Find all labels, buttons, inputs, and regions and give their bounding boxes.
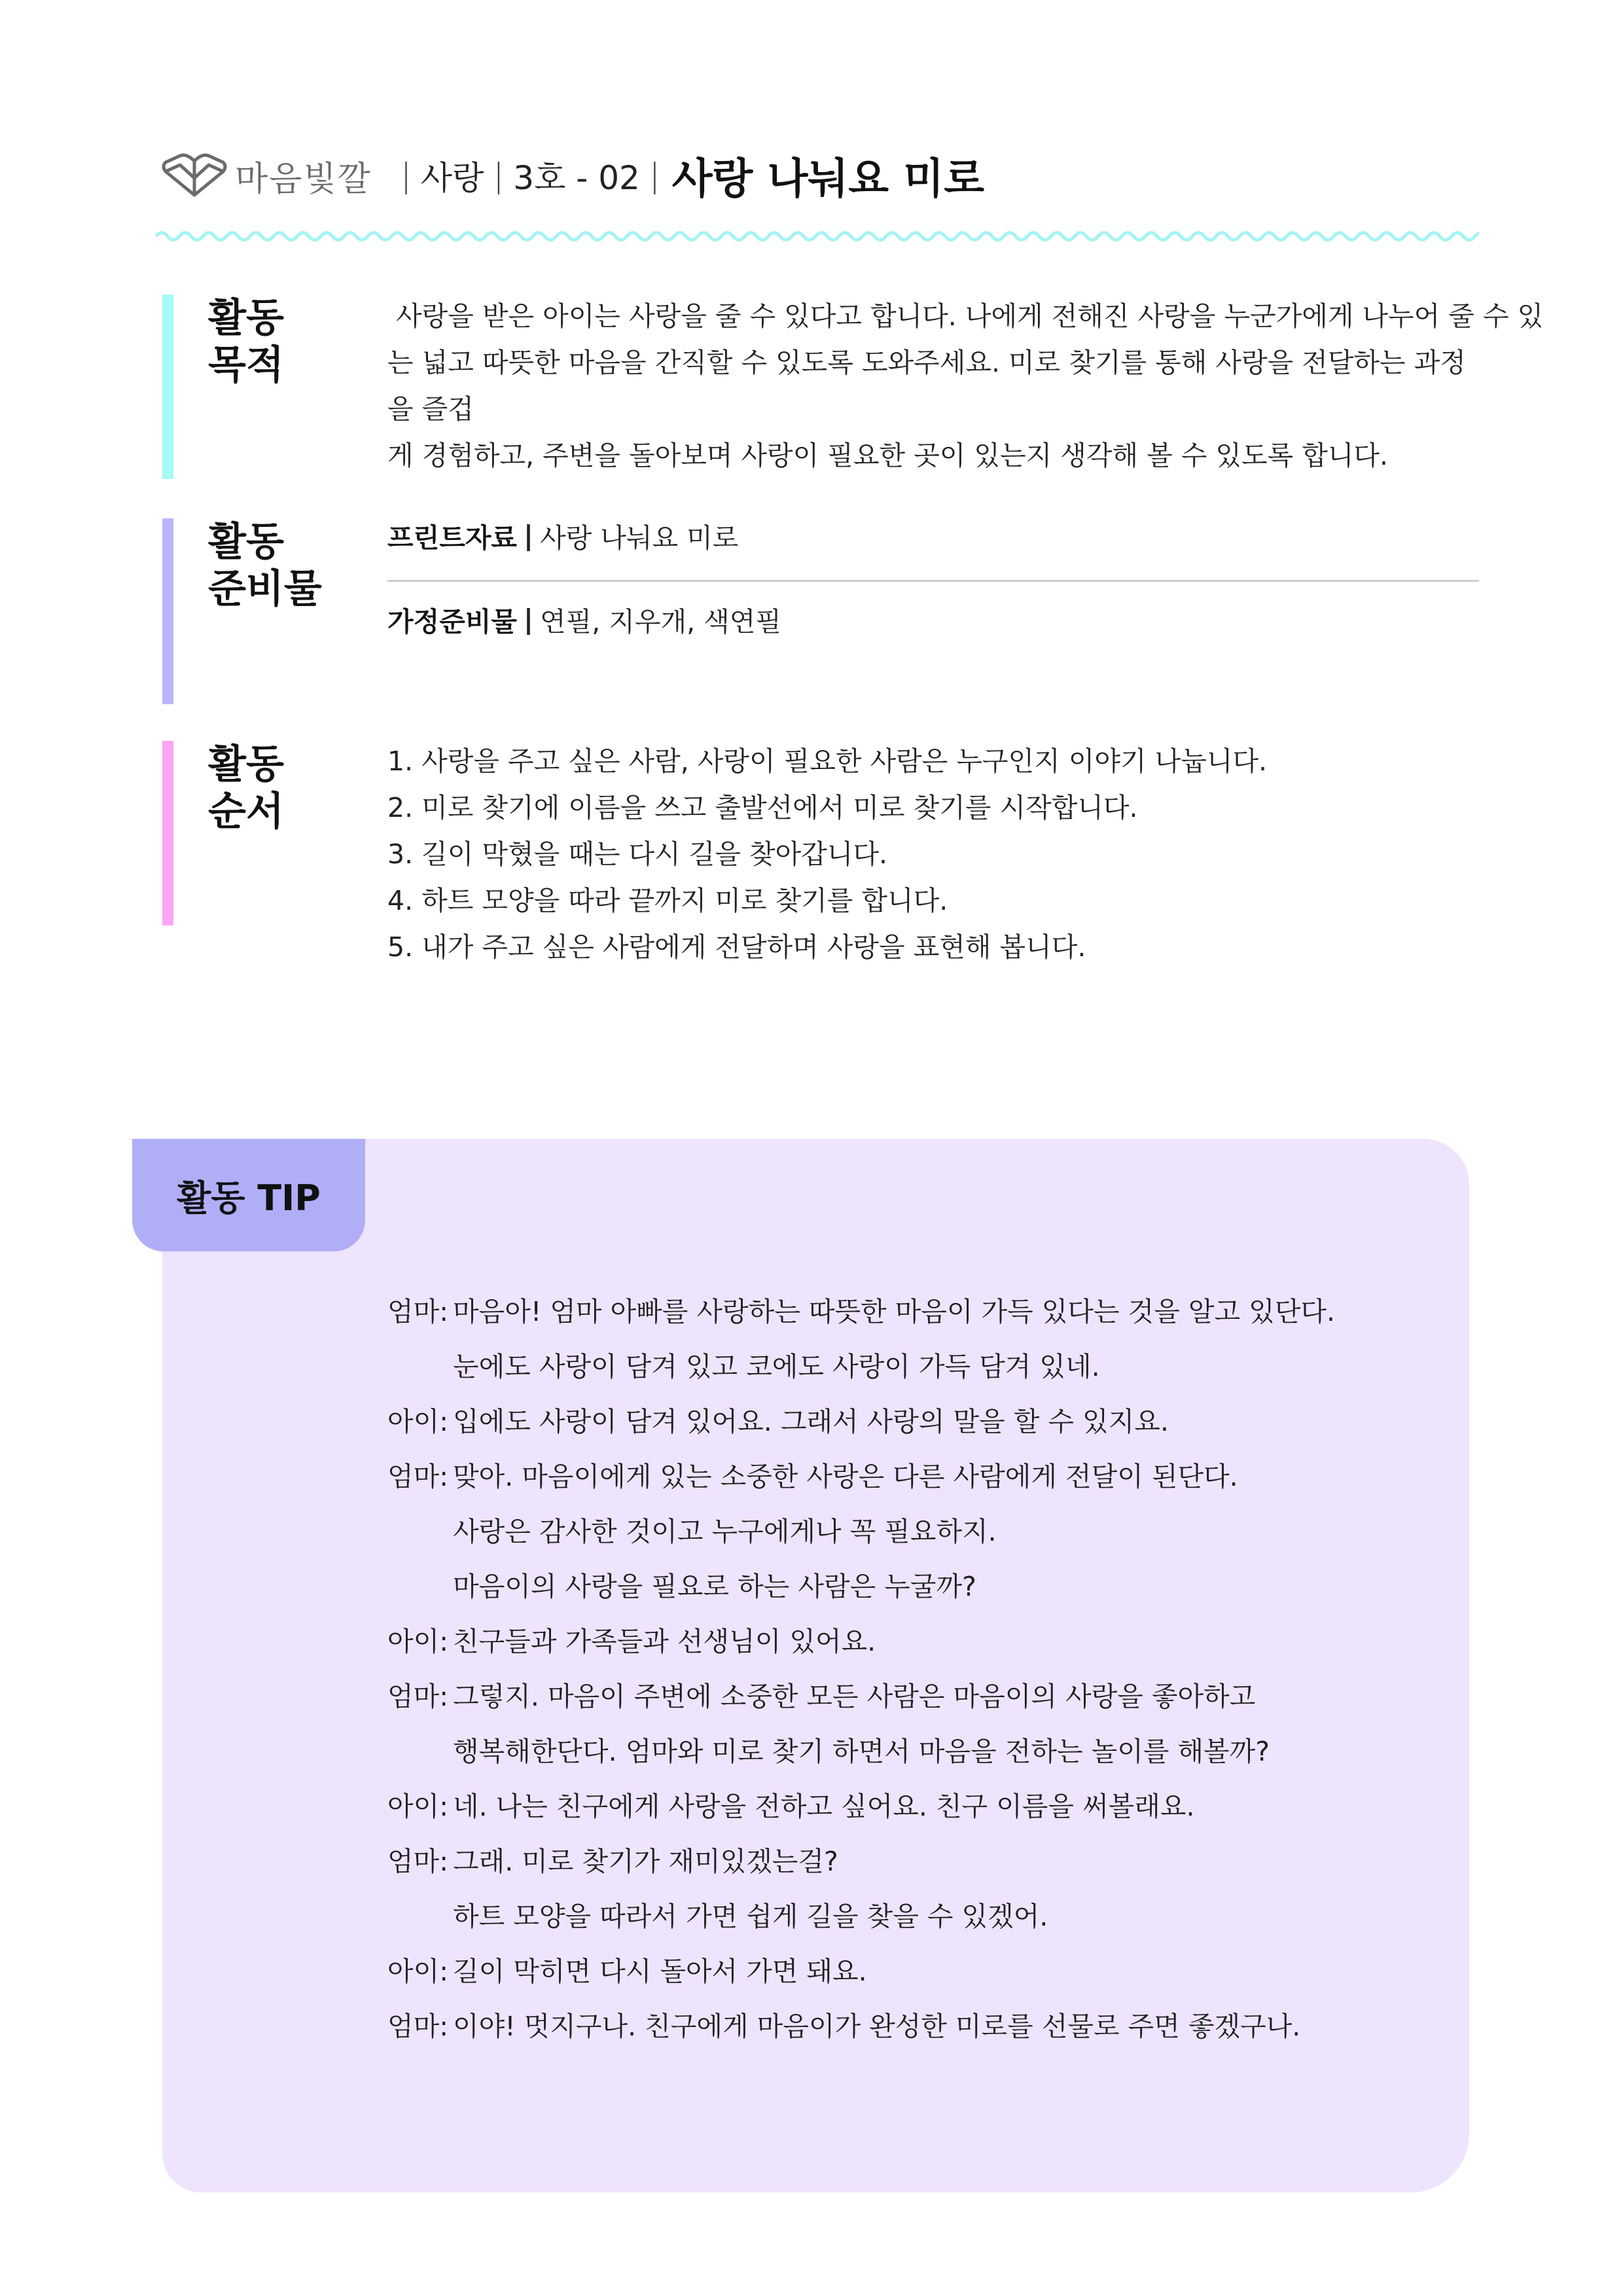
dialogue-text: 길이 막히면 다시 돌아서 가면 돼요. [453, 1956, 867, 1987]
order-heading [208, 741, 284, 835]
dialogue-line [387, 1614, 1335, 1669]
purpose-accent-bar [162, 295, 173, 479]
dialogue-line [387, 1284, 1335, 1339]
purpose-text [387, 293, 1544, 479]
dialogue-line [387, 1944, 1335, 1999]
dialogue-text: 이야! 멋지구나. 친구에게 마음이가 완성한 미로를 선물로 주면 좋겠구나. [453, 2011, 1301, 2042]
breadcrumb-topic: 사랑 [420, 159, 484, 197]
dialogue-speaker: 아이: [387, 1406, 449, 1437]
page-header [160, 143, 984, 208]
dialogue-line [387, 1559, 1335, 1614]
dialogue-line [387, 1504, 1335, 1559]
purpose-heading [208, 295, 284, 389]
order-step: 2. 미로 찾기에 이름을 쓰고 출발선에서 미로 찾기를 시작합니다. [387, 792, 1138, 823]
dialogue-text: 눈에도 사랑이 담겨 있고 코에도 사랑이 가득 담겨 있네. [453, 1351, 1100, 1382]
dialogue-text: 행복해한단다. 엄마와 미로 찾기 하면서 마음을 전하는 놀이를 해볼까? [453, 1736, 1270, 1767]
dialogue-text: 맞아. 마음이에게 있는 소중한 사랑은 다른 사람에게 전달이 된단다. [453, 1461, 1238, 1492]
order-step: 3. 길이 막혔을 때는 다시 길을 찾아갑니다. [387, 838, 888, 870]
purpose-heading-line1: 활동 [208, 295, 284, 341]
wave-divider [156, 226, 1479, 246]
heart-book-icon [160, 152, 228, 199]
dialogue-text: 친구들과 가족들과 선생님이 있어요. [453, 1626, 876, 1657]
dialogue-line [387, 1779, 1335, 1834]
dialogue-speaker: 아이: [387, 1626, 449, 1657]
brand-logo [160, 151, 372, 200]
dialogue-line [387, 1999, 1335, 2054]
page-title: 사랑 나눠요 미로 [671, 155, 985, 204]
order-step: 4. 하트 모양을 따라 끝까지 미로 찾기를 합니다. [387, 885, 948, 916]
order-accent-bar [162, 741, 173, 925]
materials-heading-line2: 준비물 [208, 566, 322, 612]
print-material-row [387, 514, 1479, 556]
purpose-line: 사랑을 받은 아이는 사랑을 줄 수 있다고 합니다. 나에게 전해진 사랑을 누군가에게 나누어 줄 수 있 [387, 300, 1544, 332]
breadcrumb-issue: 3호 - 02 [513, 159, 640, 197]
order-heading-line2: 순서 [208, 789, 284, 834]
tip-tab [132, 1139, 365, 1251]
dialogue-text: 네. 나는 친구에게 사랑을 전하고 싶어요. 친구 이름을 써볼래요. [453, 1791, 1195, 1822]
purpose-line: 게 경험하고, 주변을 돌아보며 사랑이 필요한 곳이 있는지 생각해 볼 수 있도록 합니다. [387, 440, 1389, 471]
order-heading-line1: 활동 [208, 742, 284, 787]
dialogue-text: 마음이의 사랑을 필요로 하는 사람은 누굴까? [453, 1571, 976, 1602]
dialogue-speaker: 엄마: [387, 1681, 449, 1712]
materials-heading-line1: 활동 [208, 519, 284, 565]
materials-divider [387, 580, 1479, 582]
pipe-separator: | [524, 520, 534, 551]
breadcrumb-separator: | [400, 156, 412, 194]
tip-dialogue [387, 1284, 1335, 2054]
print-material-label: 프린트자료 [387, 522, 518, 554]
dialogue-line [387, 1449, 1335, 1504]
dialogue-speaker: 엄마: [387, 2011, 449, 2042]
dialogue-speaker: 엄마: [387, 1846, 449, 1877]
dialogue-line [387, 1394, 1335, 1449]
dialogue-line [387, 1669, 1335, 1724]
logo-text: 마음빛깔 [235, 159, 372, 199]
materials-accent-bar [162, 518, 173, 704]
order-step: 1. 사랑을 주고 싶은 사람, 사랑이 필요한 사람은 누구인지 이야기 나눕니다. [387, 745, 1268, 777]
dialogue-speaker: 아이: [387, 1956, 449, 1987]
dialogue-speaker: 엄마: [387, 1461, 449, 1492]
pipe-separator: | [524, 603, 534, 635]
dialogue-line [387, 1834, 1335, 1889]
purpose-heading-line2: 목적 [208, 342, 284, 388]
breadcrumb-separator: | [493, 156, 505, 194]
materials-heading [208, 518, 322, 613]
dialogue-speaker: 엄마: [387, 1296, 449, 1327]
dialogue-text: 마음아! 엄마 아빠를 사랑하는 따뜻한 마음이 가득 있다는 것을 알고 있단다. [453, 1296, 1335, 1327]
dialogue-text: 사랑은 감사한 것이고 누구에게나 꼭 필요하지. [453, 1516, 997, 1547]
order-step: 5. 내가 주고 싶은 사람에게 전달하며 사랑을 표현해 봅니다. [387, 931, 1086, 963]
dialogue-line [387, 1339, 1335, 1394]
dialogue-line [387, 1724, 1335, 1779]
home-material-value: 연필, 지우개, 색연필 [540, 605, 781, 637]
dialogue-speaker: 아이: [387, 1791, 449, 1822]
purpose-line: 는 넓고 따뜻한 마음을 간직할 수 있도록 도와주세요. 미로 찾기를 통해 사랑을 전달하는 과정을 즐겁 [387, 347, 1466, 425]
breadcrumb [391, 145, 984, 206]
dialogue-text: 하트 모양을 따라서 가면 쉽게 길을 찾을 수 있겠어. [453, 1901, 1048, 1932]
dialogue-text: 그래. 미로 찾기가 재미있겠는걸? [453, 1846, 838, 1877]
dialogue-text: 그렇지. 마음이 주변에 소중한 모든 사람은 마음이의 사랑을 좋아하고 [453, 1681, 1256, 1712]
home-material-label: 가정준비물 [387, 605, 518, 637]
breadcrumb-separator: | [649, 156, 660, 194]
dialogue-line [387, 1889, 1335, 1944]
order-steps-list [387, 738, 1267, 971]
tip-label: 활동 TIP [177, 1177, 321, 1219]
print-material-value: 사랑 나눠요 미로 [540, 522, 739, 554]
dialogue-text: 입에도 사랑이 담겨 있어요. 그래서 사랑의 말을 할 수 있지요. [453, 1406, 1169, 1437]
home-material-row [387, 598, 1479, 640]
